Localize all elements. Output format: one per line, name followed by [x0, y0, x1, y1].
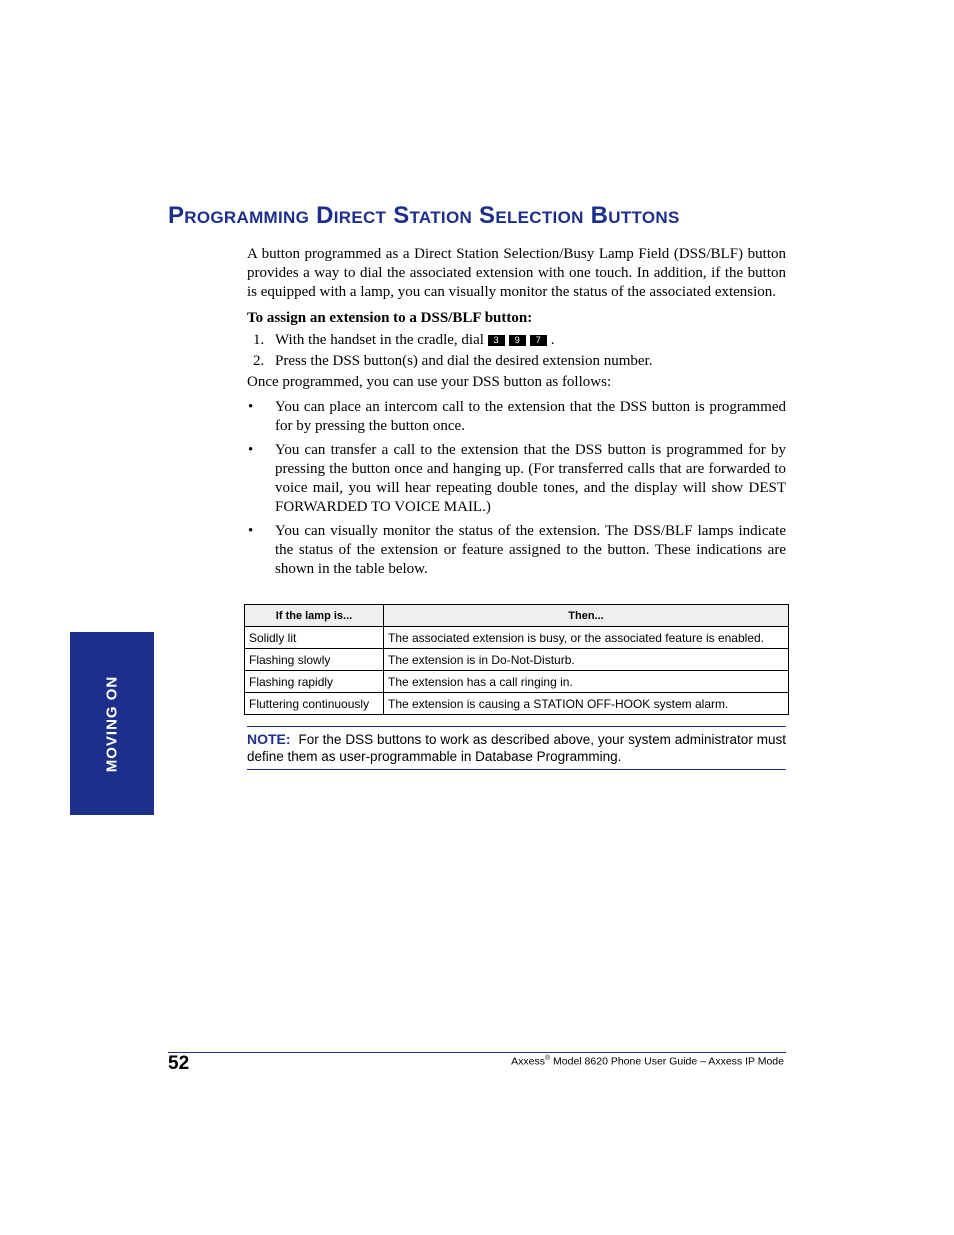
bullet-icon: • — [248, 442, 254, 458]
bullet-item — [247, 522, 786, 579]
registered-mark: ® — [544, 1055, 551, 1062]
dial-key-7: 7 — [530, 335, 547, 346]
footer-guide-title — [511, 1055, 784, 1068]
column-header-then: Then... — [384, 605, 789, 627]
step-suffix: . — [550, 332, 555, 348]
column-header-lamp: If the lamp is... — [245, 605, 384, 627]
table-row — [245, 693, 789, 715]
body-content — [247, 245, 786, 584]
step-item — [247, 352, 786, 371]
step-text: With the handset in the cradle, dial — [275, 332, 484, 348]
step-text-wrap — [275, 331, 554, 350]
section-title: Programming Direct Station Selection Buttons — [168, 202, 680, 229]
procedure-title: To assign an extension to a DSS/BLF button: — [247, 310, 533, 326]
bullet-icon: • — [248, 523, 254, 539]
step-number: 2. — [253, 353, 265, 369]
bullet-item — [247, 441, 786, 517]
procedure-steps — [247, 331, 786, 371]
meaning-cell: The associated extension is busy, or the associated feature is enabled. — [384, 627, 789, 649]
footer-title-text: Model 8620 Phone User Guide – Axxess IP Mode — [550, 1055, 784, 1068]
table-row — [245, 649, 789, 671]
bullet-text: You can place an intercom call to the extension that the DSS button is programmed for by pressing the button once. — [275, 399, 786, 434]
bullet-text: You can transfer a call to the extension that the DSS button is programmed for by pressing the button once and hanging up. (For transferred calls that are forwarded to voice mail, you will hear repeating double tones, and the display will show DEST FORWARDED TO VOICE MAIL.) — [275, 442, 786, 515]
lamp-state-cell: Flashing slowly — [245, 649, 384, 671]
step-item — [247, 331, 786, 350]
lamp-state-cell: Solidly lit — [245, 627, 384, 649]
usage-bullets — [247, 398, 786, 579]
note-box — [247, 726, 786, 770]
intro-paragraph: A button programmed as a Direct Station Selection/Busy Lamp Field (DSS/BLF) button provides a way to dial the associated extension with one touch. In addition, if the button is equipped with a lamp, you can visually monitor the status of the associated extension. — [247, 246, 786, 300]
lamp-state-cell: Fluttering continuously — [245, 693, 384, 715]
side-tab-label: MOVING ON — [103, 675, 121, 772]
bullet-item — [247, 398, 786, 436]
meaning-cell: The extension is causing a STATION OFF-HOOK system alarm. — [384, 693, 789, 715]
lamp-status-table — [244, 604, 789, 715]
dial-key-9: 9 — [509, 335, 526, 346]
dial-key-3: 3 — [488, 335, 505, 346]
bullet-text: You can visually monitor the status of the extension. The DSS/BLF lamps indicate the status of the extension or feature assigned to the button. These indications are shown in the table below. — [275, 523, 786, 577]
meaning-cell: The extension is in Do-Not-Disturb. — [384, 649, 789, 671]
step-text: Press the DSS button(s) and dial the desired extension number. — [275, 353, 653, 369]
side-tab — [70, 632, 154, 815]
usage-intro: Once programmed, you can use your DSS button as follows: — [247, 374, 612, 390]
table-row — [245, 627, 789, 649]
page-number: 52 — [168, 1053, 190, 1074]
table-header-row — [245, 605, 789, 627]
note-text: For the DSS buttons to work as described above, your system administrator must define them as user-programmable in Database Programming. — [247, 732, 786, 764]
lamp-state-cell: Flashing rapidly — [245, 671, 384, 693]
footer-divider — [168, 1052, 786, 1053]
footer-brand: Axxess — [511, 1055, 545, 1068]
bullet-icon: • — [248, 399, 254, 415]
meaning-cell: The extension has a call ringing in. — [384, 671, 789, 693]
note-label: NOTE: — [247, 731, 291, 747]
step-number: 1. — [253, 332, 265, 348]
table-row — [245, 671, 789, 693]
